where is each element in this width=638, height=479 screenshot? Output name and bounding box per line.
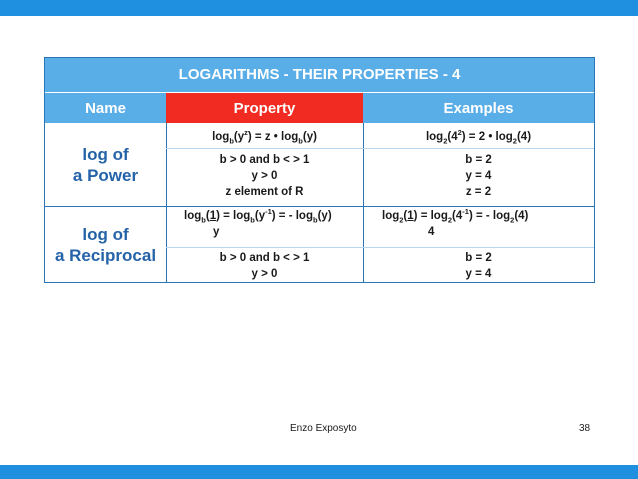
reciprocal-example-values: b = 2 y = 4 bbox=[465, 252, 492, 280]
subrow-divider bbox=[166, 247, 594, 248]
table-title: LOGARITHMS - THEIR PROPERTIES - 4 bbox=[45, 58, 594, 92]
header-name: Name bbox=[45, 92, 166, 123]
name-line: a Reciprocal bbox=[54, 246, 157, 265]
top-accent-bar bbox=[0, 0, 638, 16]
subrow-divider bbox=[166, 148, 594, 149]
name-line: a Power bbox=[72, 166, 139, 185]
properties-table bbox=[44, 57, 595, 283]
reciprocal-property-formula: $\log_b(1) = \log_b(y^{-1})$ = - $\log_b(y)$ y bbox=[184, 207, 332, 238]
reciprocal-example-formula: $\log_2(1) = \log_2(4^{-1})$ = - $\log_2(4)$ 4 bbox=[382, 207, 529, 238]
power-conditions: b > 0 and b < > 1 y > 0 z element of R bbox=[219, 154, 310, 198]
page-number: 38 bbox=[579, 423, 591, 434]
bottom-accent-bar bbox=[0, 465, 638, 479]
name-line: log of bbox=[82, 145, 129, 164]
power-example-values: b = 2 y = 4 z = 2 bbox=[465, 154, 492, 198]
footer-author: Enzo Exposyto bbox=[290, 423, 357, 434]
row-divider bbox=[45, 206, 594, 207]
power-example-formula: $\log_2(4^2) = 2$ • $\log_2(4)$ bbox=[425, 128, 532, 146]
power-property-formula: $\log_b(y^z) = z$ • $\log_b(y)$ bbox=[212, 128, 317, 146]
name-line: log of bbox=[82, 225, 129, 244]
row-name-power bbox=[45, 144, 166, 186]
header-examples: Examples bbox=[363, 92, 594, 123]
header-property: Property bbox=[166, 92, 363, 123]
row-name-reciprocal bbox=[45, 224, 166, 266]
reciprocal-conditions: b > 0 and b < > 1 y > 0 bbox=[219, 252, 310, 280]
